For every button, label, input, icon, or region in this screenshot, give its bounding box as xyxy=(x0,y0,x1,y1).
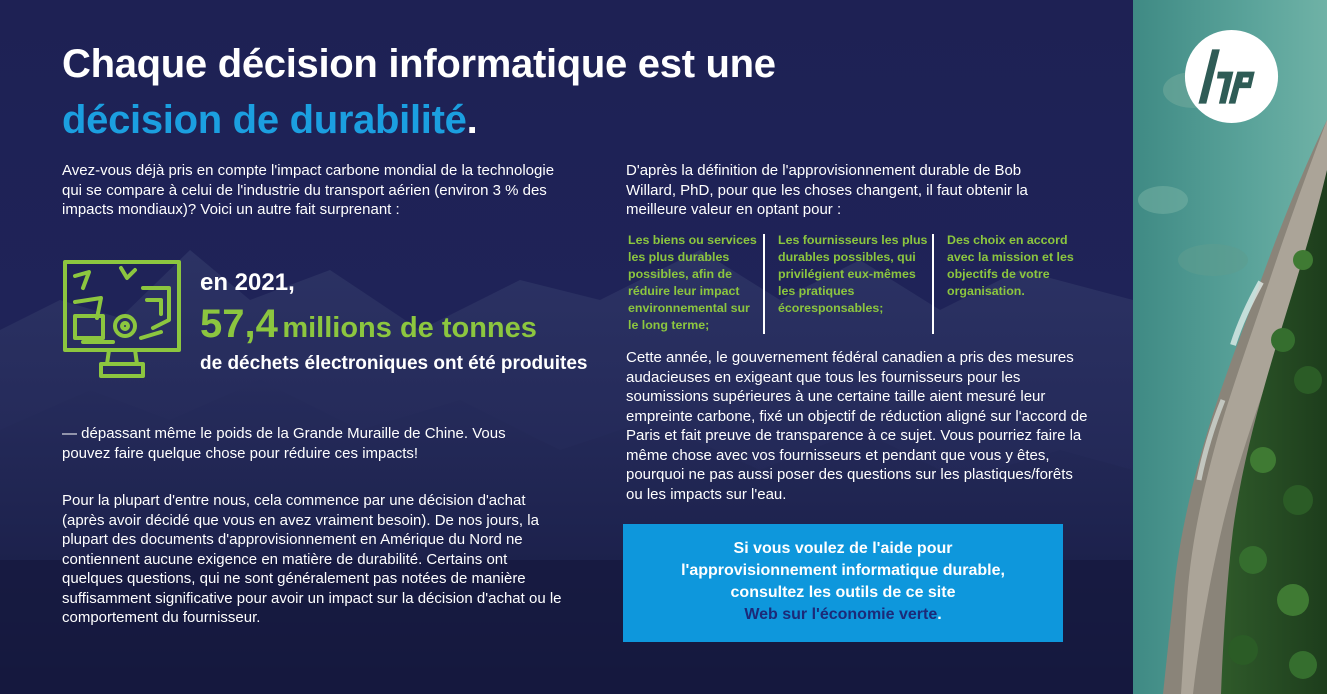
title-line-2 xyxy=(62,92,922,148)
cta-period: . xyxy=(937,606,942,623)
stat-year: en 2021, xyxy=(200,269,295,296)
stat-unit: millions de tonnes xyxy=(282,312,537,344)
cta-box xyxy=(623,524,1063,642)
hp-logo xyxy=(1183,28,1280,125)
willard-paragraph: D'après la définition de l'approvisionnement durable de Bob Willard, PhD, pour que les choses changent, il faut obtenir la meilleure valeur en optant pour : xyxy=(626,162,1028,218)
title-line-1: Chaque décision informatique est une xyxy=(62,42,776,86)
intro-paragraph: Avez-vous déjà pris en compte l'impact carbone mondial de la technologie qui se compare à celui de l'industrie du transport aérien (environ 3 % des impacts mondiaux)? Voici un autre fait surprenant : xyxy=(62,162,555,218)
criterion-goods: Les biens ou services les plus durables possibles, afin de réduire leur impact environnemental sur le long terme; xyxy=(628,233,757,332)
green-economy-link[interactable]: Web sur l'économie verte xyxy=(744,606,938,623)
page-title xyxy=(62,36,922,148)
title-accent: décision de durabilité xyxy=(62,98,467,142)
stat-value xyxy=(200,302,537,355)
stat-number: 57,4 xyxy=(200,302,278,346)
criterion-suppliers: Les fournisseurs les plus durables possibles, qui privilégient eux-mêmes les pratiques écoresponsables; xyxy=(778,233,928,315)
purchase-paragraph: Pour la plupart d'entre nous, cela commence par une décision d'achat (après avoir décidé que vous en avez vraiment besoin). De nos jours, la plupart des documents d'approvisionnement en Amérique du Nord ne contiennent aucune exigence en matière de durabilité. Certains ont quelques questions, qui ne sont généralement pas notées de manière suffisamment significative pour avoir un impact sur la décision d'achat ou le comportement du fournisseur. xyxy=(62,492,562,626)
ewaste-monitor-icon xyxy=(61,258,183,382)
criterion-mission: Des choix en accord avec la mission et les objectifs de votre organisation. xyxy=(947,233,1074,298)
cta-line-4 xyxy=(623,604,1063,626)
cta-line-3: consultez les outils de ce site xyxy=(730,584,956,601)
great-wall-paragraph: — dépassant même le poids de la Grande Muraille de Chine. Vous pouvez faire quelque chose pour réduire ces impacts! xyxy=(62,425,506,462)
title-period: . xyxy=(466,98,478,142)
criteria-divider xyxy=(932,234,934,334)
government-paragraph: Cette année, le gouvernement fédéral canadien a pris des mesures audacieuses en exigeant que tous les fournisseurs pour les soumissions supérieures à une certaine taille aient mesuré leur empreinte carbone, fixé un objectif de réduction aligné sur l'accord de Paris et fait preuve de transparence à ce sujet. Vous pourriez faire la même chose avec vos fournisseurs et pendant que vous y êtes, pourquoi ne pas aussi poser des questions sur les plastiques/forêts ou les impacts sur l'eau. xyxy=(626,349,1088,503)
stat-subtitle: de déchets électroniques ont été produites xyxy=(200,353,588,374)
cta-line-2: l'approvisionnement informatique durable, xyxy=(681,562,1005,579)
cta-line-1: Si vous voulez de l'aide pour xyxy=(733,540,953,557)
criteria-divider xyxy=(763,234,765,334)
